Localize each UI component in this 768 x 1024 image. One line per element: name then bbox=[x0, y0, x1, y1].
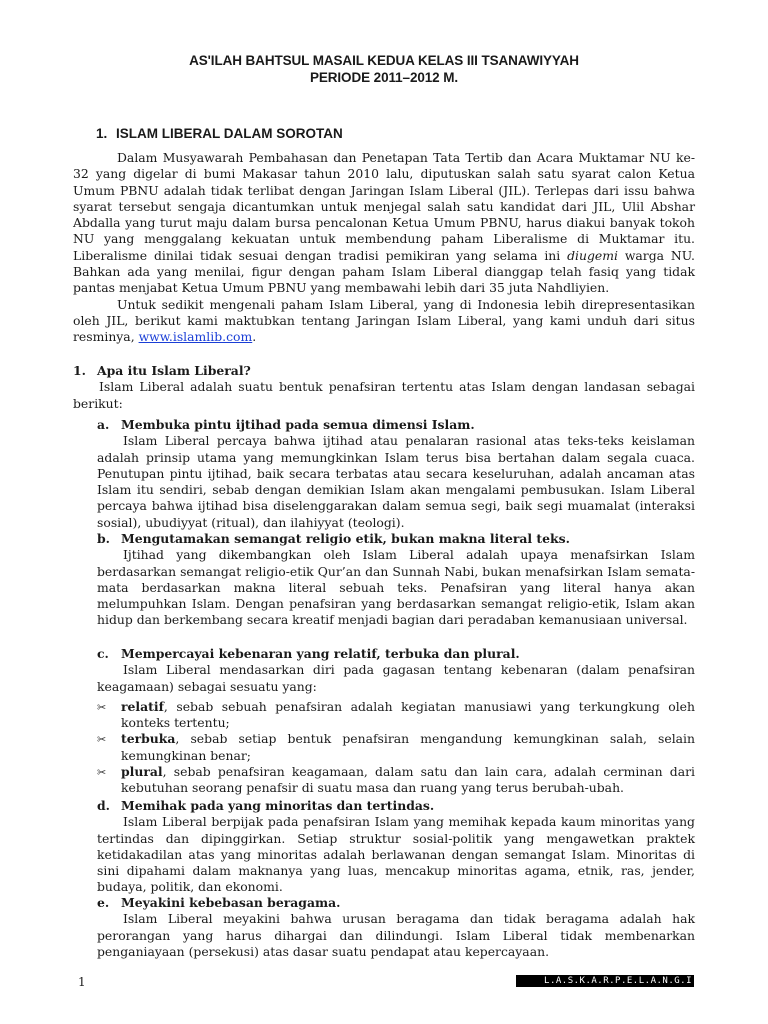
item-body: Islam Liberal meyakini bahwa urusan beragama dan tidak beragama adalah hak perorangan yang harus dihargai dan dilindungi. Islam Liberal tidak membenarkan penganiayaan (persekusi) atas dasar suatu pendapat atau kepercayaan. bbox=[97, 911, 695, 959]
scissors-bullet-icon: ✂ bbox=[97, 700, 107, 714]
item-body: Islam Liberal percaya bahwa ijtihad atau penalaran rasional atas teks-teks keislaman adalah prinsip utama yang memungkinkan Islam terus bisa bertahan dalam segala cuaca. Penutupan pintu ijtihad, baik secara terbatas atau secara keseluruhan, adalah ancaman atas Islam itu sendiri, sebab dengan demikian Islam akan mengalami pembusukan. Islam Liberal percaya bahwa ijtihad bisa diselenggarakan dalam semua segi, baik segi muamalat (interaksi sosial), ubudiyyat (ritual), dan ilahiyyat (teologi). bbox=[97, 433, 695, 530]
document-title-line2: PERIODE 2011–2012 M. bbox=[309, 70, 459, 85]
item-body: Islam Liberal berpijak pada penafsiran Islam yang memihak kepada kaum minoritas yang tertindas dan dipinggirkan. Setiap struktur sosial-politik yang mengawetkan praktek ketidakadilan atas yang minoritas adalah berlawanan dengan semangat Islam. Minoritas di sini dipahami dalam maknanya yang luas, mencakup minoritas agama, etnik, ras, jender, budaya, politik, dan ekonomi. bbox=[97, 814, 695, 895]
question-heading: 1. Apa itu Islam Liberal? bbox=[73, 363, 251, 378]
scissors-bullet-icon: ✂ bbox=[97, 733, 107, 747]
section-title: ISLAM LIBERAL DALAM SOROTAN bbox=[116, 126, 343, 141]
section-heading bbox=[96, 126, 343, 141]
list-item: ✂ relatif, sebab sebuah penafsiran adalah kegiatan manusiawi yang terkungkung oleh konteks tertentu; bbox=[97, 698, 695, 731]
item-heading: a. Membuka pintu ijtihad pada semua dimensi Islam. bbox=[97, 417, 475, 432]
scissors-bullet-icon: ✂ bbox=[97, 766, 107, 780]
document-title-line1: AS'ILAH BAHTSUL MASAIL KEDUA KELAS III TSANAWIYYAH bbox=[189, 53, 579, 68]
item-d bbox=[97, 798, 695, 896]
item-a bbox=[97, 417, 695, 531]
footer-badge: L.A.S.K.A.R.P.E.L.A.N.G.I bbox=[516, 975, 694, 987]
question-1 bbox=[73, 363, 695, 412]
islamlib-link[interactable]: www.islamlib.com bbox=[138, 329, 253, 345]
italic-term: diugemi bbox=[567, 247, 618, 263]
list-item: ✂ terbuka, sebab setiap bentuk penafsiran mengandung kemungkinan salah, selain kemungkinan benar; bbox=[97, 731, 695, 763]
item-body: Islam Liberal mendasarkan diri pada gagasan tentang kebenaran (dalam penafsiran keagamaan) sebagai sesuatu yang: bbox=[97, 662, 695, 694]
section-number: 1. bbox=[96, 126, 108, 141]
item-heading: b. Mengutamakan semangat religio etik, bukan makna literal teks. bbox=[97, 531, 570, 546]
intro-paragraph-2: Untuk sedikit mengenali paham Islam Liberal, yang di Indonesia lebih direpresentasikan oleh JIL, berikut kami maktubkan tentang Jaringan Islam Liberal, yang kami unduh dari situs resminya, www.islamlib.com. bbox=[73, 296, 695, 345]
item-heading: d. Memihak pada yang minoritas dan tertindas. bbox=[97, 798, 435, 813]
question-intro: Islam Liberal adalah suatu bentuk penafsiran tertentu atas Islam dengan landasan sebagai berikut: bbox=[73, 379, 695, 411]
section-intro bbox=[73, 150, 695, 346]
intro-paragraph-1: Dalam Musyawarah Pembahasan dan Penetapan Tata Tertib dan Acara Muktamar NU ke-32 yang digelar di bumi Makasar tahun 2010 lalu, diputuskan salah satu syarat calon Ketua Umum PBNU adalah tidak terlibat dengan Jaringan Islam Liberal (JIL). Terlepas dari issu bahwa syarat tersebut sengaja dicantumkan untuk menjegal salah satu kandidat dari JIL, Ulil Abshar Abdalla yang turut maju dalam bursa pencalonan Ketua Umum PBNU, harus diakui banyak tokoh NU yang menggalang kekuatan untuk membendung paham Liberalisme di Muktamar itu. Liberalisme dinilai tidak sesuai dengan tradisi pemikiran yang selama ini diugemi warga NU. Bahkan ada yang menilai, figur dengan paham Islam Liberal dianggap telah fasiq yang tidak pantas menjabat Ketua Umum PBNU yang membawahi lebih dari 35 juta Nahdliyien. bbox=[73, 150, 695, 296]
item-e bbox=[97, 895, 695, 960]
item-b bbox=[97, 531, 695, 629]
list-item: ✂ plural, sebab penafsiran keagamaan, dalam satu dan lain cara, adalah cerminan dari kebutuhan seorang penafsir di suatu masa dan ruang yang terus berubah-ubah. bbox=[97, 764, 695, 796]
item-c bbox=[97, 646, 695, 797]
page-number: 1 bbox=[78, 975, 86, 989]
item-body: Ijtihad yang dikembangkan oleh Islam Liberal adalah upaya menafsirkan Islam berdasarkan semangat religio-etik Qur’an dan Sunnah Nabi, bukan menafsirkan Islam semata-mata berdasarkan makna literal sebuah teks. Penafsiran yang literal hanya akan melumpuhkan Islam. Dengan penafsiran yang berdasarkan semangat religio-etik, Islam akan hidup dan berkembang secara kreatif menjadi bagian dari peradaban kemanusiaan universal. bbox=[97, 547, 695, 628]
item-heading: c. Mempercayai kebenaran yang relatif, terbuka dan plural. bbox=[97, 646, 520, 661]
item-heading: e. Meyakini kebebasan beragama. bbox=[97, 895, 341, 910]
